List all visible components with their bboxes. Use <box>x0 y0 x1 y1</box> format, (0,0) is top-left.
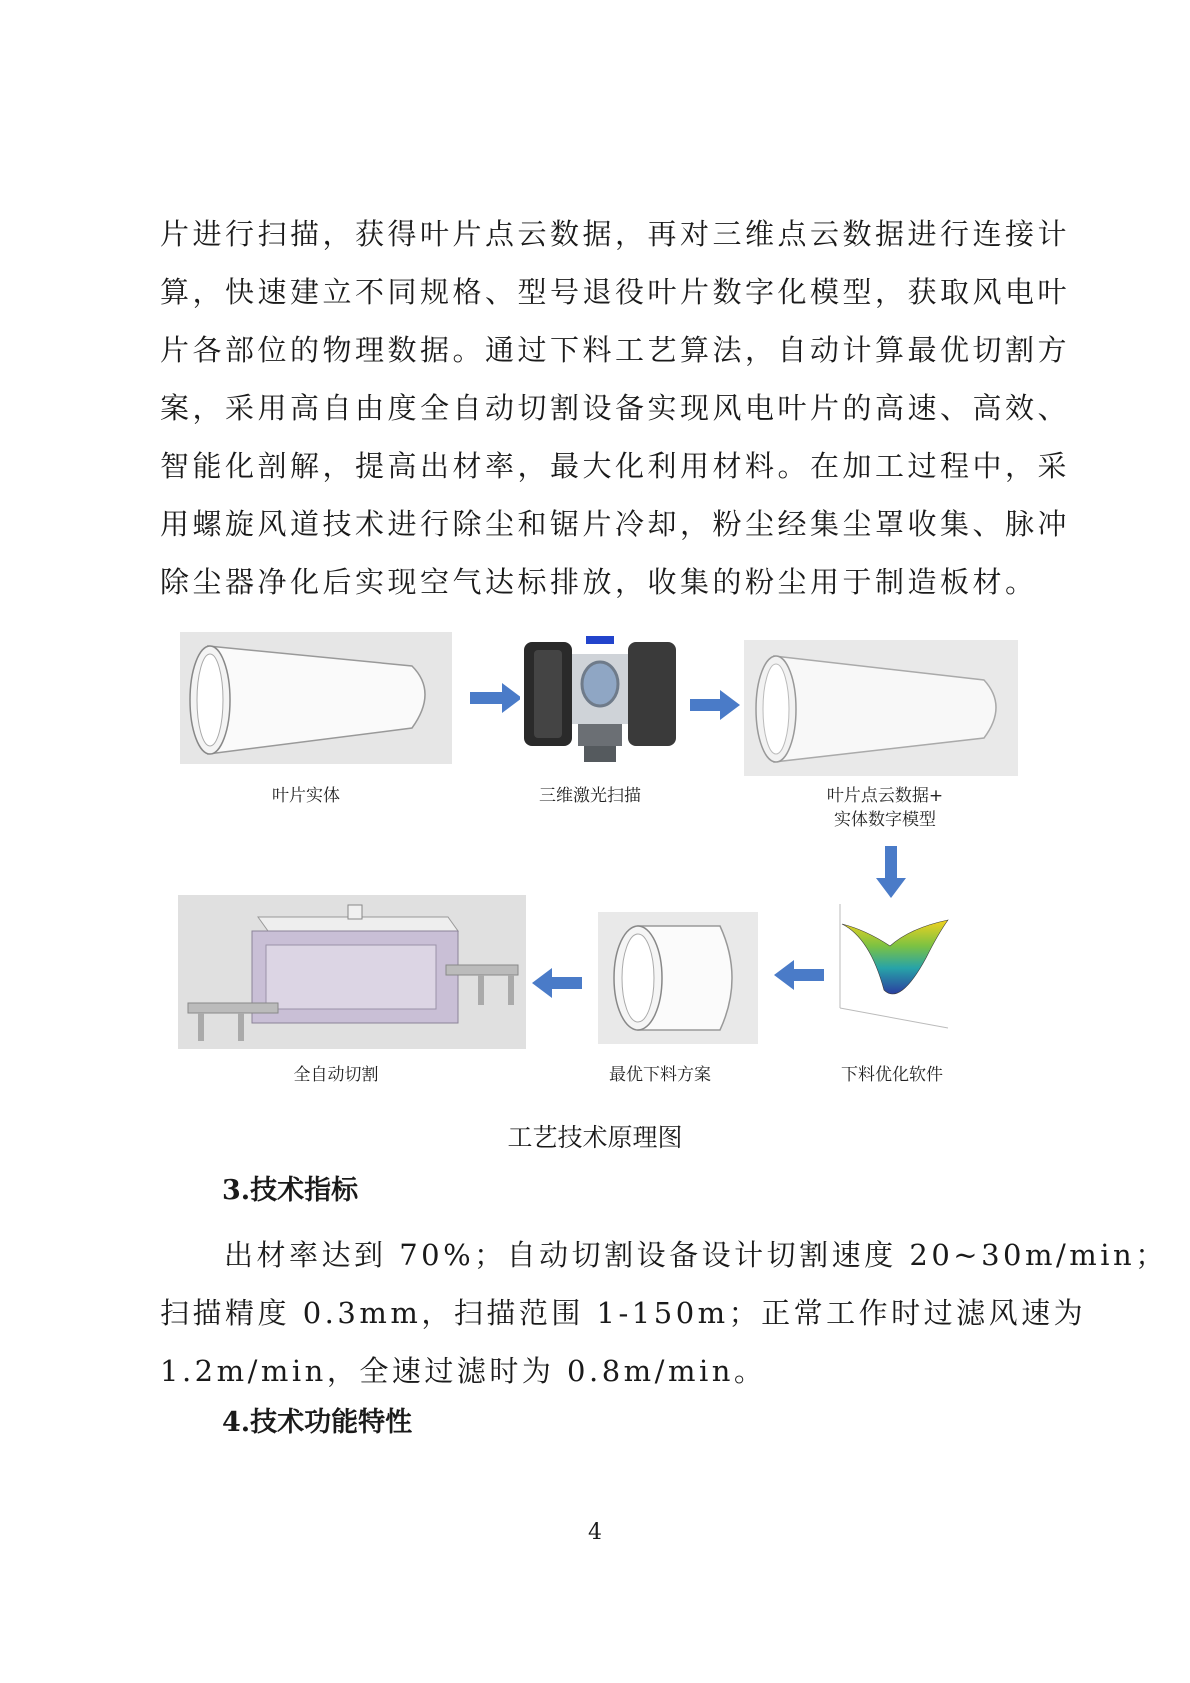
laser-scanner-image <box>520 632 680 764</box>
paragraph-line: 用螺旋风道技术进行除尘和锯片冷却，粉尘经集尘罩收集、脉冲 <box>160 507 1071 541</box>
arrow-left-icon <box>774 960 824 990</box>
section-3-paragraph <box>160 1226 1168 1400</box>
intro-paragraph <box>160 205 1071 611</box>
arrow-right-icon <box>470 683 522 713</box>
caption-optimal-plan: 最优下料方案 <box>609 1065 711 1085</box>
arrow-left-icon <box>532 968 582 998</box>
point-cloud-model-image <box>744 640 1018 776</box>
arrow-right-icon <box>690 690 740 720</box>
auto-cutting-machine-image <box>178 895 526 1049</box>
paragraph-line: 案，采用高自由度全自动切割设备实现风电叶片的高速、高效、 <box>160 391 1071 425</box>
caption-point-cloud-line1: 叶片点云数据+ <box>826 786 944 806</box>
paragraph-line: 片进行扫描，获得叶片点云数据，再对三维点云数据进行连接计 <box>160 217 1071 251</box>
caption-laser-scan: 三维激光扫描 <box>539 786 641 806</box>
section-3-heading: 3.技术指标 <box>222 1175 359 1206</box>
optimization-software-image <box>830 898 954 1044</box>
paragraph-line: 智能化剖解，提高出材率，最大化利用材料。在加工过程中，采 <box>160 449 1071 483</box>
section-4-heading: 4.技术功能特性 <box>222 1407 413 1438</box>
caption-blade-solid: 叶片实体 <box>272 786 340 806</box>
paragraph-line: 片各部位的物理数据。通过下料工艺算法，自动计算最优切割方 <box>160 333 1071 367</box>
blade-solid-image <box>180 632 452 764</box>
caption-optimization-software: 下料优化软件 <box>841 1065 943 1085</box>
caption-point-cloud-line2: 实体数字模型 <box>834 810 936 830</box>
paragraph-line: 扫描精度 0.3mm，扫描范围 1-150m；正常工作时过滤风速为 <box>160 1296 1087 1330</box>
page-number: 4 <box>588 1520 602 1545</box>
figure-title: 工艺技术原理图 <box>507 1123 683 1152</box>
paragraph-line: 除尘器净化后实现空气达标排放，收集的粉尘用于制造板材。 <box>160 565 1038 599</box>
caption-point-cloud <box>800 784 970 832</box>
arrow-down-icon <box>876 846 906 898</box>
optimal-cut-plan-image <box>598 912 758 1044</box>
paragraph-line: 出材率达到 70%；自动切割设备设计切割速度 20~30m/min； <box>224 1238 1168 1272</box>
paragraph-line: 算，快速建立不同规格、型号退役叶片数字化模型，获取风电叶 <box>160 275 1071 309</box>
caption-auto-cutting: 全自动切割 <box>293 1065 379 1085</box>
paragraph-line: 1.2m/min，全速过滤时为 0.8m/min。 <box>160 1354 767 1388</box>
